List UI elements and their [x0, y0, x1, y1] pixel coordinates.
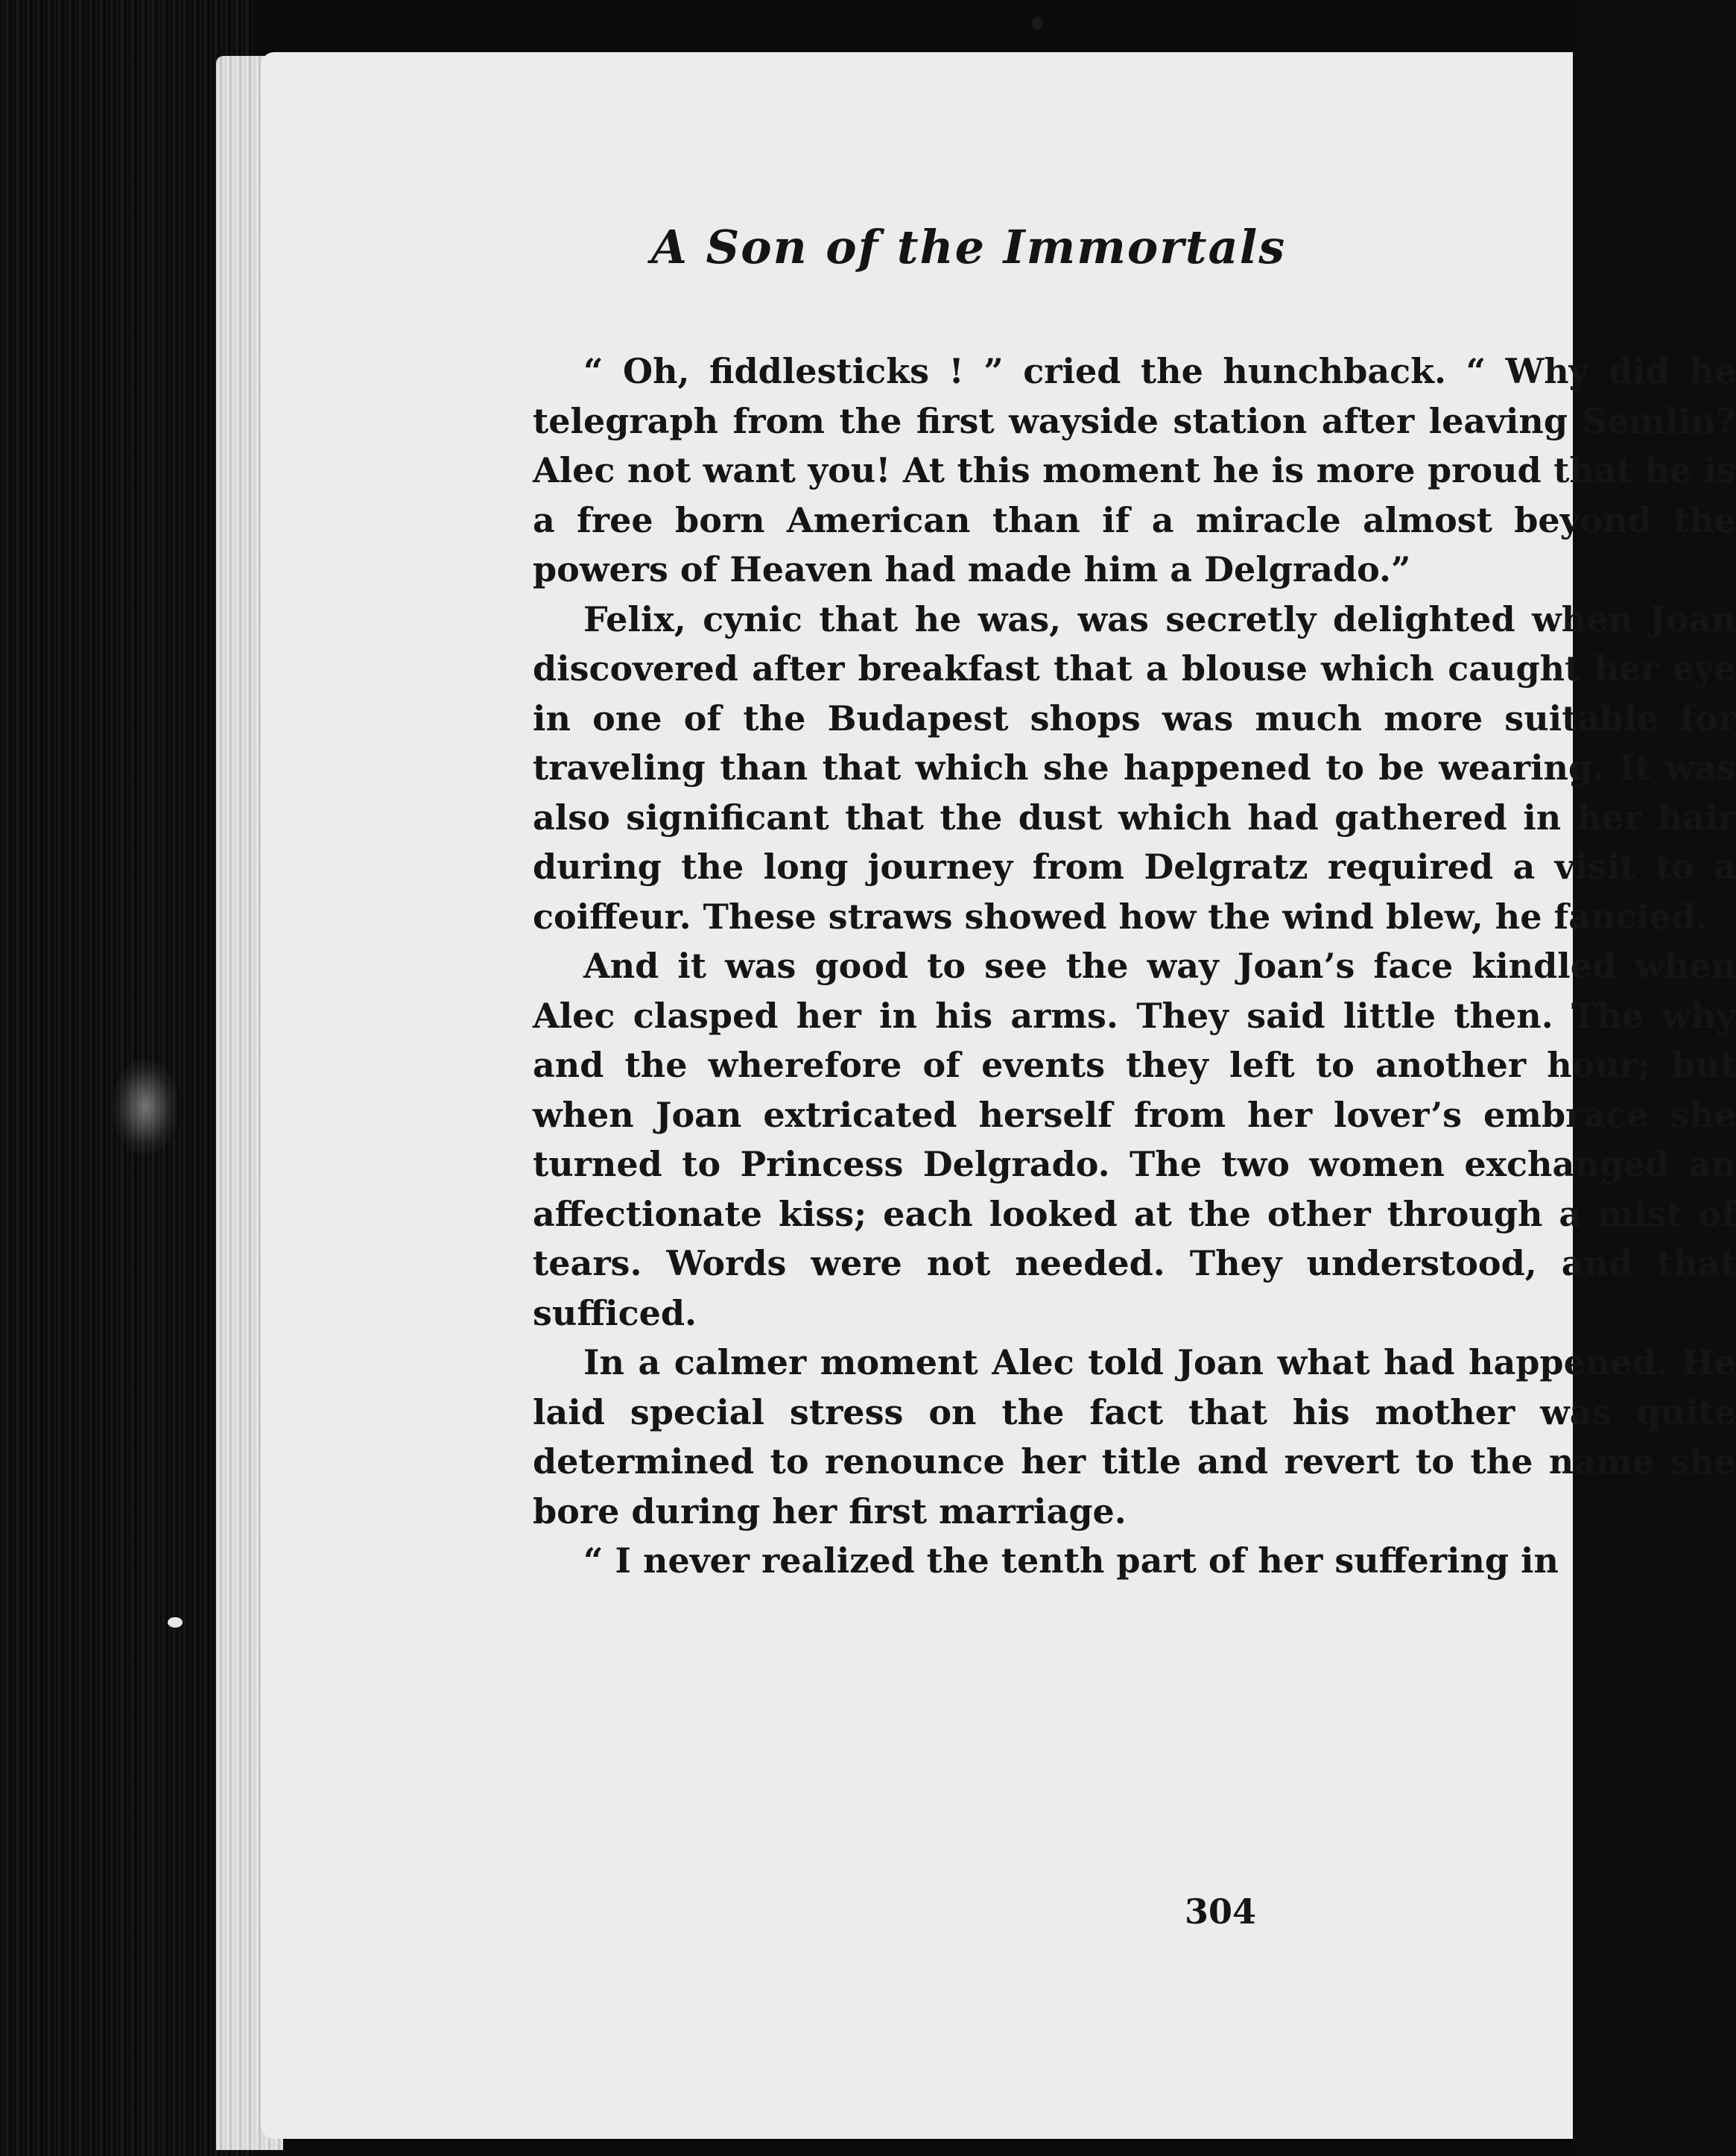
paragraph: In a calmer moment Alec told Joan what had happened. He laid special stress on the fact that his mother was quite determined to renounce her title and revert to the name she bore during her first marriage.: [533, 1342, 1736, 1531]
book-page: [261, 52, 1736, 2139]
dust-speck: [168, 1617, 183, 1628]
gutter-glare: [112, 1058, 179, 1155]
running-head: A Son of the Immortals: [650, 220, 1287, 274]
paragraph: “ I never realized the tenth part of her suffering in: [583, 1540, 1559, 1581]
paragraph: Felix, cynic that he was, was secretly delighted when Joan discovered after breakfast that a blouse which caught her eye in one of the Budapest shops was much more suitable for traveling than that which she happened to be wearing. It was also significant that the dust which had gathered in her hair during the long journey from Delgratz required a visit to a coiffeur. These straws showed how the wind blew, he fancied.: [533, 598, 1736, 937]
paragraph: And it was good to see the way Joan’s face kindled when Alec clasped her in his arms. They said little then. The why and the wherefore of events they left to another hour; but when Joan extricated herself from her lover’s embrace she turned to Princess Delgrado. The two women exchanged an affectionate kiss; each looked at the other through a mist of tears. Words were not needed. They understood, and that sufficed.: [533, 946, 1736, 1333]
page-body: [533, 347, 1736, 1586]
page-number: 304: [1185, 1891, 1257, 1932]
paragraph: “ Oh, fiddlesticks ! ” cried the hunchback. “ Why did he telegraph from the first wayside station after leaving Semlin? Alec not want you! At this moment he is more proud that he is a free born American than if a miracle almost beyond the powers of Heaven had made him a Delgrado.”: [533, 351, 1736, 589]
dust-speck: [1032, 16, 1042, 30]
